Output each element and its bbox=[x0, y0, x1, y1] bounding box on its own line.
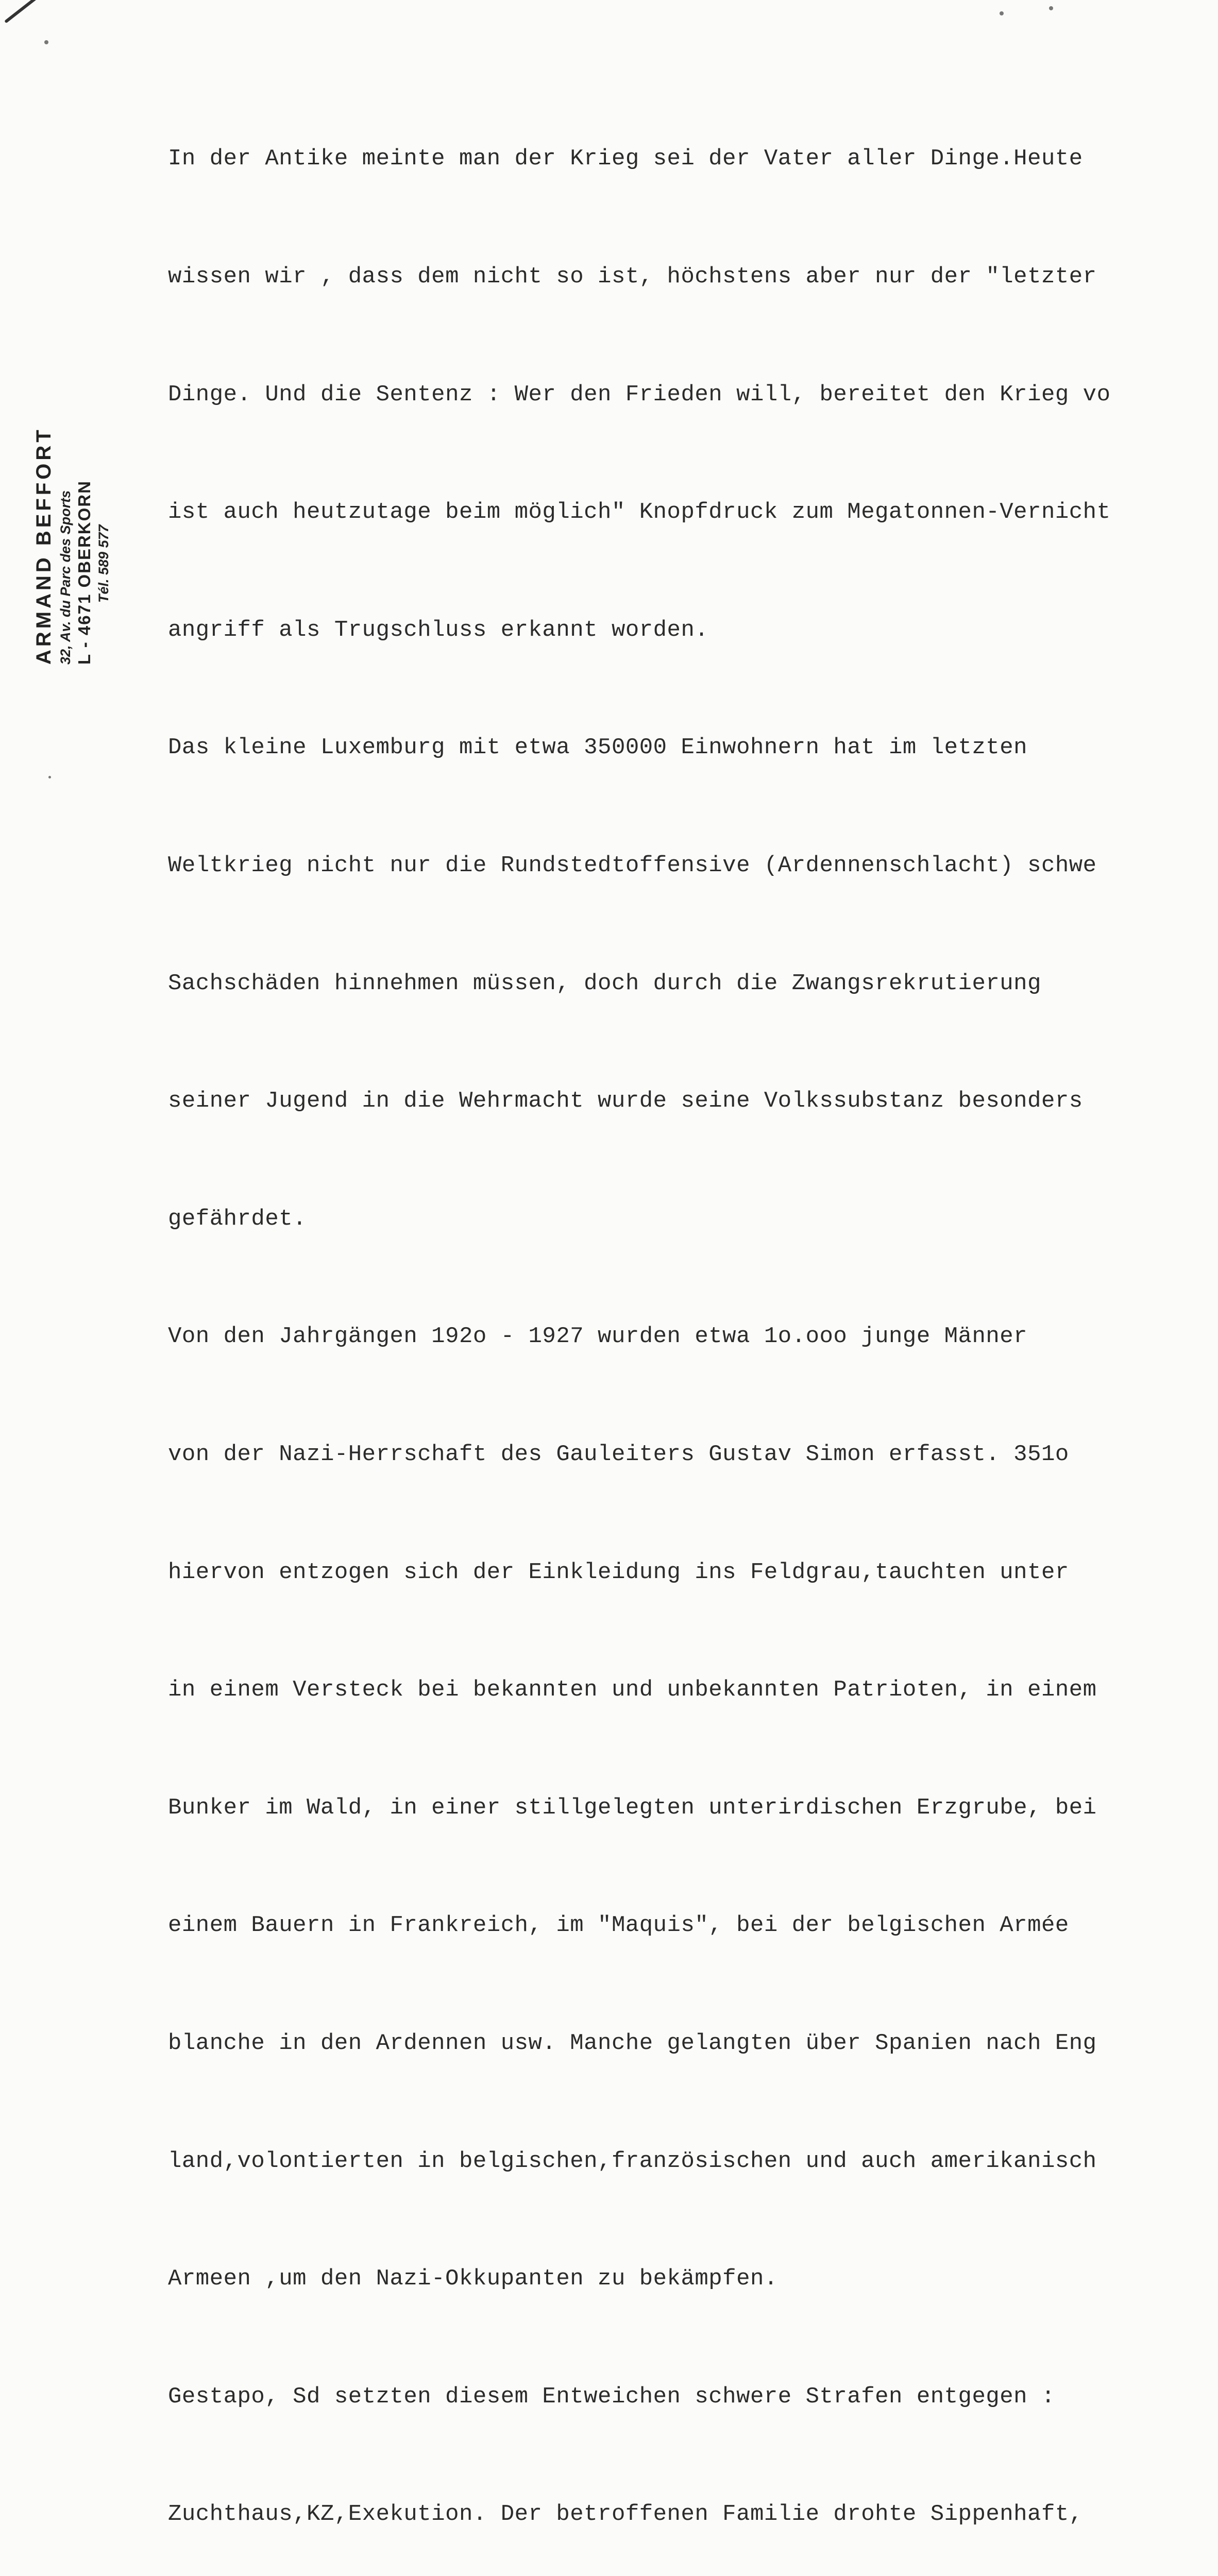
stamp-address: 32, Av. du Parc des Sports bbox=[58, 490, 73, 665]
text-line: blanche in den Ardennen usw. Manche gelangten über Spanien nach Eng bbox=[168, 2030, 1097, 2056]
text-line: Das kleine Luxemburg mit etwa 350000 Einwohnern hat im letzten bbox=[168, 735, 1028, 761]
text-line: in einem Versteck bei bekannten und unbekannten Patrioten, in einem bbox=[168, 1677, 1097, 1703]
text-line: Zuchthaus,KZ,Exekution. Der betroffenen Familie drohte Sippenhaft, bbox=[168, 2501, 1083, 2528]
typed-letter-body bbox=[168, 61, 1218, 2576]
paper-speck bbox=[48, 776, 51, 778]
corner-pen-mark bbox=[4, 0, 55, 23]
text-line: seiner Jugend in die Wehrmacht wurde seine Volkssubstanz besonders bbox=[168, 1088, 1083, 1114]
text-line: Von den Jahrgängen 192o - 1927 wurden etwa 1o.ooo junge Männer bbox=[168, 1324, 1028, 1350]
text-line: ist auch heutzutage beim möglich" Knopfdruck zum Megatonnen-Vernicht bbox=[168, 499, 1111, 526]
stamp-city: L - 4671 OBERKORN bbox=[75, 480, 94, 665]
address-stamp bbox=[31, 407, 134, 665]
text-line: hiervon entzogen sich der Einkleidung ins Feldgrau,tauchten unter bbox=[168, 1559, 1069, 1585]
text-line: Weltkrieg nicht nur die Rundstedtoffensive (Ardennenschlacht) schwe bbox=[168, 852, 1097, 878]
text-line: angriff als Trugschluss erkannt worden. bbox=[168, 617, 709, 643]
text-line: land,volontierten in belgischen,französischen und auch amerikanisch bbox=[168, 2148, 1097, 2174]
text-line: einem Bauern in Frankreich, im "Maquis", bei der belgischen Armée bbox=[168, 1912, 1069, 1939]
text-line: gefährdet. bbox=[168, 1206, 307, 1232]
text-line: Armeen ,um den Nazi-Okkupanten zu bekämpfen. bbox=[168, 2266, 778, 2292]
text-line: von der Nazi-Herrschaft des Gauleiters Gustav Simon erfasst. 351o bbox=[168, 1441, 1069, 1467]
text-line: Gestapo, Sd setzten diesem Entweichen schwere Strafen entgegen : bbox=[168, 2383, 1055, 2410]
stamp-name: ARMAND BEFFORT bbox=[32, 427, 55, 665]
paper-speck bbox=[1000, 11, 1004, 15]
paper-speck bbox=[1049, 6, 1053, 10]
text-line: wissen wir , dass dem nicht so ist, höchstens aber nur der "letzter bbox=[168, 264, 1097, 290]
stamp-phone: Tél. 589 577 bbox=[96, 524, 111, 603]
text-line: Dinge. Und die Sentenz : Wer den Frieden will, bereitet den Krieg vo bbox=[168, 381, 1111, 408]
text-line: Sachschäden hinnehmen müssen, doch durch die Zwangsrekrutierung bbox=[168, 970, 1041, 996]
text-line: In der Antike meinte man der Krieg sei der Vater aller Dinge.Heute bbox=[168, 146, 1083, 172]
text-line: Bunker im Wald, in einer stillgelegten unterirdischen Erzgrube, bei bbox=[168, 1794, 1097, 1821]
paper-speck bbox=[44, 40, 48, 44]
